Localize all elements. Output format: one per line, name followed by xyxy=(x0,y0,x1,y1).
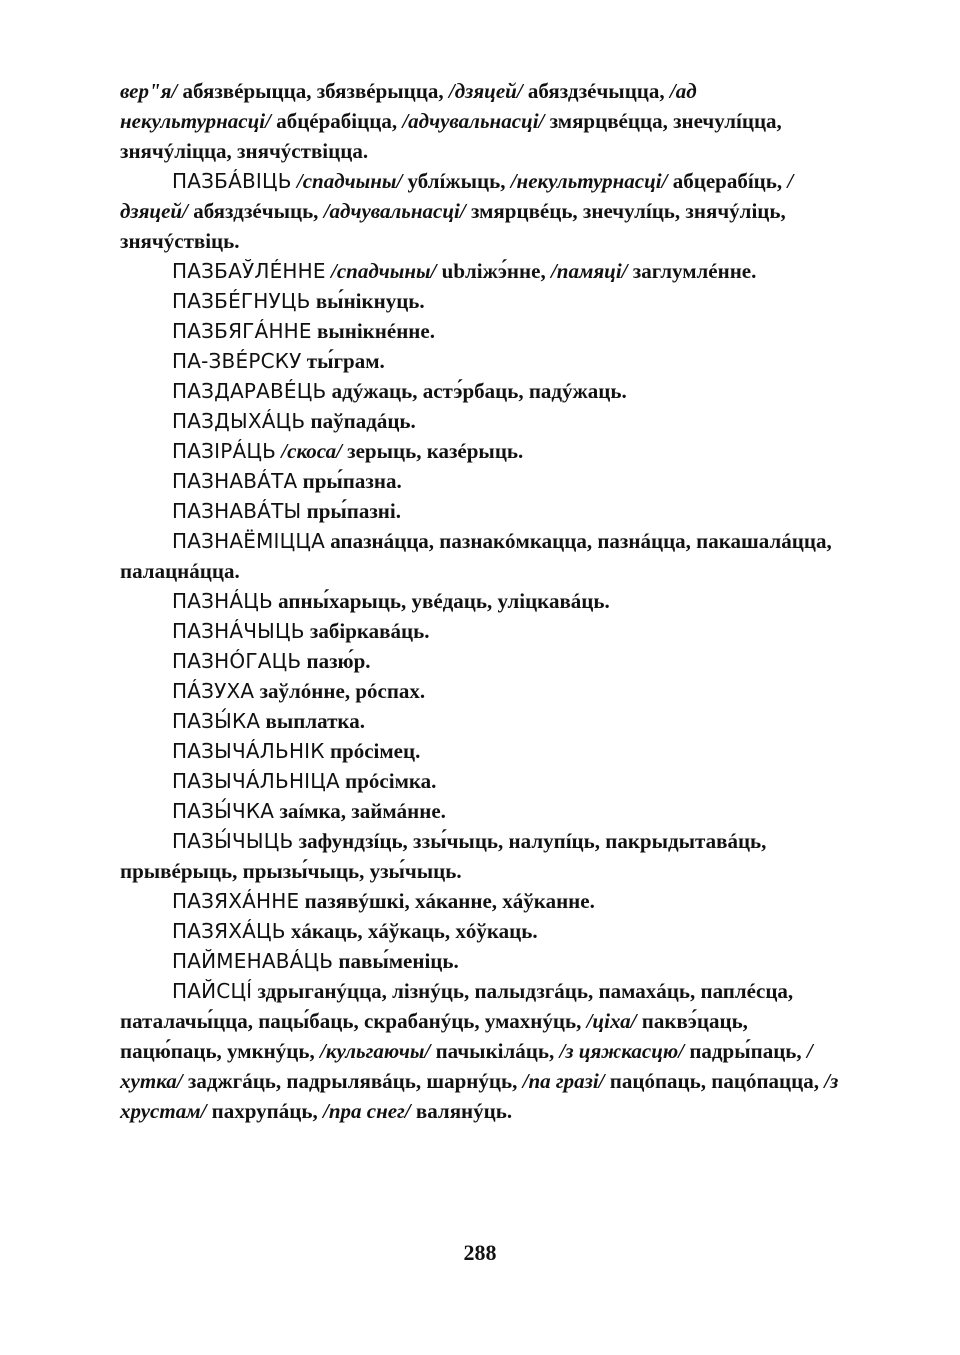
usage-context-label: /дзяцей/ xyxy=(120,169,794,223)
synonym-text: выплатка. xyxy=(260,709,365,733)
entry-headword: ПАЗЯХÁННЕ xyxy=(172,889,300,913)
dictionary-entry xyxy=(120,586,842,616)
synonym-text: апазнáцца, пазнакóмкацца, пазнáцца, пакашалáцца, палацнáцца. xyxy=(120,529,832,583)
usage-context-label: вер"я/ xyxy=(120,79,178,103)
entry-headword: ПАЗБЯГÁННЕ xyxy=(172,319,312,343)
synonym-text: ты́грам. xyxy=(301,349,385,373)
synonym-text: вы́нікнуць. xyxy=(310,289,425,313)
usage-context-label: /некультурнасці/ xyxy=(510,169,668,193)
synonym-text: абцéрабіцца, xyxy=(270,109,403,133)
synonym-text: падры́паць, xyxy=(684,1039,807,1063)
synonym-text: павы́меніць. xyxy=(333,949,459,973)
synonym-text: апны́харыць, увéдаць, уліцкавáць. xyxy=(272,589,610,613)
dictionary-entry xyxy=(120,496,842,526)
dictionary-entry xyxy=(120,916,842,946)
dictionary-entry xyxy=(120,766,842,796)
synonym-text: пры́пазна. xyxy=(297,469,402,493)
entry-headword: ПАЗНАВÁТА xyxy=(172,469,298,493)
dictionary-page-body xyxy=(120,76,842,1126)
synonym-text: заджгáць, падрылявáць, шарнýць, xyxy=(182,1069,523,1093)
dictionary-entry xyxy=(120,316,842,346)
dictionary-entry xyxy=(120,616,842,646)
dictionary-entry xyxy=(120,676,842,706)
dictionary-entry xyxy=(120,346,842,376)
entry-headword: ПА-ЗВÉРСКУ xyxy=(172,349,302,373)
entry-headword: ПАЗЫЧÁЛЬНІК xyxy=(172,739,325,763)
dictionary-entry xyxy=(120,736,842,766)
synonym-text: змярцвéцца, знечулíцца, знячýліцца, знячýствіцца. xyxy=(120,109,782,163)
dictionary-entry xyxy=(120,436,842,466)
synonym-text: адýжаць, астэ́рбаць, падýжаць. xyxy=(326,379,627,403)
dictionary-entry xyxy=(120,706,842,736)
entry-headword: ПАЗЫ́КА xyxy=(172,709,261,733)
synonym-text: паквэ́цаць, пацю́паць, умкнýць, xyxy=(120,1009,748,1063)
synonym-text: абяздзéчыць, xyxy=(187,199,324,223)
dictionary-entry xyxy=(120,526,842,586)
usage-context-label: /ціха/ xyxy=(586,1009,637,1033)
synonym-text: пры́пазні. xyxy=(301,499,401,523)
synonym-text: абяздзéчыцца, xyxy=(522,79,670,103)
usage-context-label: /памяці/ xyxy=(550,259,628,283)
synonym-text: пазю́р. xyxy=(301,649,371,673)
usage-context-label: /спадчыны/ xyxy=(325,259,437,283)
page-number: 288 xyxy=(463,1240,497,1265)
usage-context-label: /з хрустам/ xyxy=(120,1069,839,1123)
synonym-text: пачыкілáць, xyxy=(430,1039,560,1063)
usage-context-label: /пра снег/ xyxy=(322,1099,411,1123)
dictionary-entry xyxy=(120,286,842,316)
usage-context-label: /з цяжкасцю/ xyxy=(559,1039,685,1063)
dictionary-entry xyxy=(120,796,842,826)
synonym-text: заíмка, займáнне. xyxy=(274,799,446,823)
entry-headword: ПÁЗУХА xyxy=(172,679,255,703)
entry-headword: ПАЗЯХÁЦЬ xyxy=(172,919,286,943)
usage-context-label: /адчувальнасці/ xyxy=(402,109,545,133)
usage-context-label: /хутка/ xyxy=(120,1039,813,1093)
synonym-text: хáкаць, хáўкаць, хóўкаць. xyxy=(285,919,538,943)
synonym-text: забіркавáць. xyxy=(304,619,430,643)
synonym-text: прóсімец. xyxy=(324,739,421,763)
synonym-text: ублíжыць, xyxy=(402,169,511,193)
synonym-text: паўпадáць. xyxy=(305,409,416,433)
usage-context-label: /дзяцей/ xyxy=(448,79,523,103)
entry-headword: ПАЗЫ́ЧЫЦЬ xyxy=(172,829,294,853)
synonym-text: ubліжэ́нне, xyxy=(436,259,551,283)
dictionary-entry xyxy=(120,976,842,1126)
synonym-text: заглумлéнне. xyxy=(627,259,757,283)
dictionary-entry xyxy=(120,166,842,256)
synonym-text: заўлóнне, рóспах. xyxy=(254,679,426,703)
dictionary-entry xyxy=(120,886,842,916)
synonym-text: зерыць, казéрыць. xyxy=(341,439,524,463)
synonym-text: вынікнéнне. xyxy=(311,319,435,343)
synonym-text: здрыганýцца, лізнýць, палыдзгáць, памахáць, паплéсца, паталачы́цца, пацы́баць, скрабанýць, умахнýць, xyxy=(120,979,794,1033)
dictionary-entry xyxy=(120,826,842,886)
entry-headword: ПАЗІРÁЦЬ xyxy=(172,439,277,463)
usage-context-label: /скоса/ xyxy=(276,439,342,463)
synonym-text: пацóпаць, пацóпацца, xyxy=(604,1069,825,1093)
synonym-text: пазявýшкі, хáканне, хáўканне. xyxy=(299,889,595,913)
synonym-text: прóсімка. xyxy=(339,769,437,793)
synonym-text: пахрупáць, xyxy=(206,1099,323,1123)
usage-context-label: /спадчыны/ xyxy=(291,169,403,193)
usage-context-label: /ад некультурнасці/ xyxy=(120,79,697,133)
entry-headword: ПАЙСЦÍ xyxy=(172,979,253,1003)
synonym-text: валянýць. xyxy=(410,1099,513,1123)
entry-headword: ПАЗНÓГАЦЬ xyxy=(172,649,302,673)
dictionary-entry xyxy=(120,256,842,286)
entry-headword: ПАЗНÁЧЫЦЬ xyxy=(172,619,305,643)
dictionary-entry xyxy=(120,376,842,406)
dictionary-entry xyxy=(120,76,842,166)
entry-headword: ПАЗНАЁМІЦЦА xyxy=(172,529,325,553)
entry-headword: ПАЙМЕНАВÁЦЬ xyxy=(172,949,334,973)
entry-headword: ПАЗБАЎЛÉННЕ xyxy=(172,259,326,283)
entry-headword: ПАЗБÁВІЦЬ xyxy=(172,169,292,193)
dictionary-entry xyxy=(120,946,842,976)
usage-context-label: /кульгаючы/ xyxy=(319,1039,431,1063)
dictionary-entry xyxy=(120,646,842,676)
entry-headword: ПАЗЫ́ЧКА xyxy=(172,799,275,823)
usage-context-label: /па гразі/ xyxy=(522,1069,605,1093)
synonym-text: змярцвéць, знечулíць, знячýліць, знячýствіць. xyxy=(120,199,786,253)
dictionary-entry xyxy=(120,406,842,436)
synonym-text: абязвéрыцца, збязвéрыцца, xyxy=(177,79,449,103)
synonym-text: абцерабíць, xyxy=(667,169,788,193)
entry-headword: ПАЗБÉГНУЦЬ xyxy=(172,289,311,313)
entry-headword: ПАЗЫЧÁЛЬНІЦА xyxy=(172,769,340,793)
entry-headword: ПАЗДЫХÁЦЬ xyxy=(172,409,306,433)
synonym-text: зафундзíць, ззы́чыць, налупíць, пакрыдытавáць, прывéрыць, прызы́чыць, узы́чыць. xyxy=(120,829,767,883)
entry-headword: ПАЗДАРАВÉЦЬ xyxy=(172,379,327,403)
entry-headword: ПАЗНАВÁТЫ xyxy=(172,499,302,523)
entry-headword: ПАЗНÁЦЬ xyxy=(172,589,273,613)
dictionary-entry xyxy=(120,466,842,496)
usage-context-label: /адчувальнасці/ xyxy=(323,199,466,223)
